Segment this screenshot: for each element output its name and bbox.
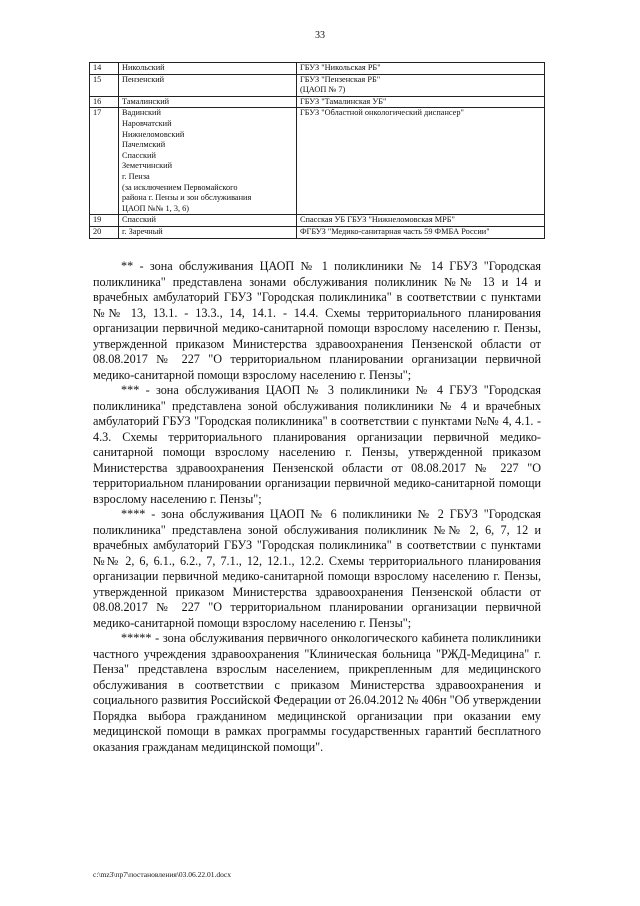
district-name: Никольский (122, 63, 165, 72)
district-name: Пензенский (122, 74, 165, 84)
table-body (90, 63, 545, 239)
page-number: 33 (315, 30, 325, 41)
district-name: Спасский (122, 150, 156, 160)
district-name: Тамалинский (122, 96, 170, 106)
footnotes (93, 259, 541, 755)
institution-name: ФГБУЗ "Медико-санитарная часть 59 ФМБА России" (300, 226, 490, 236)
district-name: Земетчинский (122, 161, 173, 171)
row-number: 19 (90, 215, 119, 227)
institution-name: ГБУЗ "Областной онкологический диспансер" (300, 108, 464, 118)
district-cell (119, 63, 297, 75)
district-name: Пачелмский (122, 140, 166, 150)
district-cell (119, 215, 297, 227)
table-row (90, 108, 545, 215)
district-cell (119, 226, 297, 238)
district-name: Спасский (122, 215, 156, 225)
district-institution-table (89, 62, 545, 239)
institution-name: Спасская УБ ГБУЗ "Нижнеломовская МРБ" (300, 215, 455, 225)
footnote-5: ***** - зона обслуживания первичного онкологического кабинета поликлиники частного учреждения здравоохранения "Клиническая больница "РЖД-Медицина" г. Пенза" представлена взрослым населением, прикрепленным для медицинского обслуживания в соответствии с приказом Министерства здравоохранения и социального развития Российской Федерации от 26.04.2012 № 406н "Об утверждении Порядка выбора гражданином медицинской организации при оказании ему медицинской помощи в рамках программы государственных гарантий бесплатного оказания гражданам медицинской помощи". (93, 631, 541, 754)
district-name: (за исключением Первомайского (122, 182, 238, 192)
row-number: 14 (90, 63, 119, 75)
institution-name: ГБУЗ "Пензенская РБ" (300, 74, 381, 84)
institution-cell (297, 108, 545, 215)
footnote-2: ** - зона обслуживания ЦАОП № 1 поликлиники № 14 ГБУЗ "Городская поликлиника" представлена зонами обслуживания поликлиник №№ 13 и 14 и врачебных амбулаторий ГБУЗ "Городская поликлиника" в соответствии с пунктами №№ 13, 13.1. - 13.3., 14, 14.1. - 14.4. Схемы территориального планирования организации первичной медико-санитарной помощи взрослому населению г. Пензы, утвержденной приказом Министерства здравоохранения Пензенской области от 08.08.2017 № 227 "О территориальном планировании организации первичной медико-санитарной помощи взрослому населению г. Пензы"; (93, 259, 541, 382)
district-name: г. Пенза (122, 171, 150, 181)
file-path-footer: c:\mz3\пр7\постановления\03.06.22.01.docx (93, 870, 231, 879)
district-cell (119, 74, 297, 96)
institution-cell (297, 74, 545, 96)
institution-cell (297, 226, 545, 238)
table-row (90, 226, 545, 238)
table-row (90, 74, 545, 96)
row-number: 15 (90, 74, 119, 96)
institution-cell (297, 63, 545, 75)
row-number: 16 (90, 96, 119, 108)
table-row (90, 63, 545, 75)
row-number: 17 (90, 108, 119, 215)
footnote-4: **** - зона обслуживания ЦАОП № 6 поликлиники № 2 ГБУЗ "Городская поликлиника" представлена зоной обслуживания поликлиник №№ 2, 6, 7, 12 и врачебных амбулаторий ГБУЗ "Городская поликлиника" в соответствии с пунктами №№ 2, 6, 6.1., 6.2., 7, 7.1., 12, 12.1., 12.2. Схемы территориального планирования организации первичной медико-санитарной помощи взрослому населению г. Пензы, утвержденной приказом Министерства здравоохранения Пензенской области от 08.08.2017 № 227 "О территориальном планировании организации первичной медико-санитарной помощи взрослому населению г. Пензы"; (93, 507, 541, 630)
district-name: Вадинский (122, 108, 161, 118)
institution-name: ГБУЗ "Никольская РБ" (300, 63, 381, 72)
district-name: г. Заречный (122, 226, 163, 236)
institution-cell (297, 215, 545, 227)
row-number: 20 (90, 226, 119, 238)
district-name: Нижнеломовский (122, 129, 185, 139)
district-cell (119, 96, 297, 108)
district-name: района г. Пензы и зон обслуживания (122, 193, 252, 203)
footnote-3: *** - зона обслуживания ЦАОП № 3 поликлиники № 4 ГБУЗ "Городская поликлиника" представлена зоной обслуживания поликлиники № 4 и врачебных амбулаторий ГБУЗ "Городская поликлиника" в соответствии с пунктами №№ 4, 4.1. - 4.3. Схемы территориального планирования организации первичной медико-санитарной помощи взрослому населению г. Пензы, утвержденной приказом Министерства здравоохранения Пензенской области от 08.08.2017 № 227 "О территориальном планировании организации первичной медико-санитарной помощи взрослому населению г. Пензы"; (93, 383, 541, 506)
district-name: ЦАОП №№ 1, 3, 6) (122, 203, 190, 213)
district-name: Наровчатский (122, 118, 172, 128)
institution-cell (297, 96, 545, 108)
district-cell (119, 108, 297, 215)
table-row (90, 96, 545, 108)
table-row (90, 215, 545, 227)
institution-name: ГБУЗ "Тамалинская УБ" (300, 96, 387, 106)
institution-name: (ЦАОП № 7) (300, 85, 346, 95)
